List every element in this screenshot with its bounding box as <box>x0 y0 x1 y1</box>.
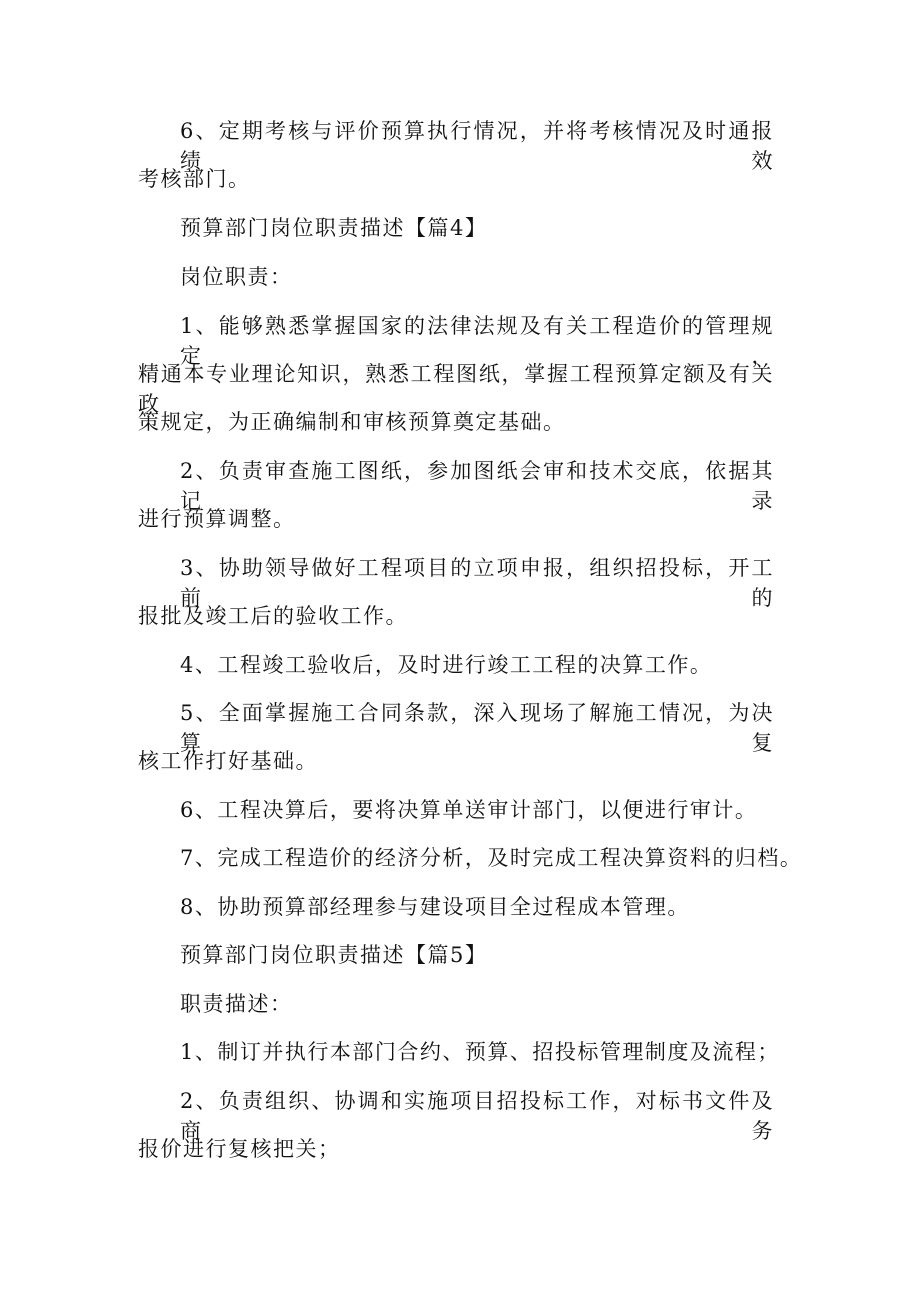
paragraph-line: 3、协助领导做好工程项目的立项申报，组织招投标，开工前的 <box>180 556 774 610</box>
paragraph-line: 7、完成工程造价的经济分析，及时完成工程决算资料的归档。 <box>180 846 803 870</box>
paragraph-line: 1、能够熟悉掌握国家的法律法规及有关工程造价的管理规定， <box>180 314 774 368</box>
paragraph-line: 考核部门。 <box>138 167 251 191</box>
paragraph-line: 8、协助预算部经理参与建设项目全过程成本管理。 <box>180 895 690 919</box>
paragraph-line: 进行预算调整。 <box>138 507 296 531</box>
paragraph-line: 报价进行复核把关； <box>138 1137 341 1161</box>
paragraph-line: 核工作打好基础。 <box>138 749 318 773</box>
subsection-label: 职责描述： <box>180 992 293 1016</box>
paragraph-line: 报批及竣工后的验收工作。 <box>138 604 408 628</box>
paragraph-line: 精通本专业理论知识，熟悉工程图纸，掌握工程预算定额及有关政 <box>138 362 774 416</box>
paragraph-line: 6、定期考核与评价预算执行情况，并将考核情况及时通报绩效 <box>180 119 774 173</box>
section-heading: 预算部门岗位职责描述【篇5】 <box>180 943 488 967</box>
paragraph-line: 策规定，为正确编制和审核预算奠定基础。 <box>138 410 566 434</box>
paragraph-line: 6、工程决算后，要将决算单送审计部门，以便进行审计。 <box>180 798 758 822</box>
paragraph-line: 4、工程竣工验收后，及时进行竣工工程的决算工作。 <box>180 653 713 677</box>
paragraph-line: 2、负责审查施工图纸，参加图纸会审和技术交底，依据其记录 <box>180 459 774 513</box>
paragraph-line: 5、全面掌握施工合同条款，深入现场了解施工情况，为决算复 <box>180 701 774 755</box>
section-heading: 预算部门岗位职责描述【篇4】 <box>180 216 488 240</box>
paragraph-line: 1、制订并执行本部门合约、预算、招投标管理制度及流程； <box>180 1040 780 1064</box>
paragraph-line: 2、负责组织、协调和实施项目招投标工作，对标书文件及商务 <box>180 1089 774 1143</box>
subsection-label: 岗位职责： <box>180 265 293 289</box>
